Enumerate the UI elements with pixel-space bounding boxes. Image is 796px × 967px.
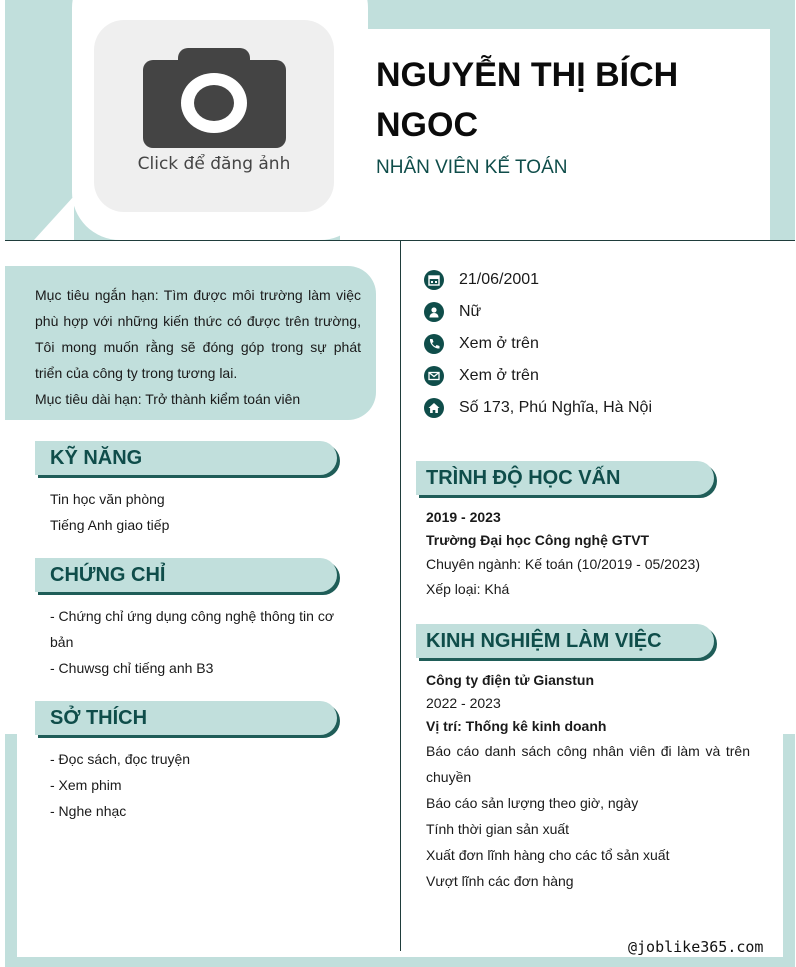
- section-title-skills: KỸ NĂNG: [35, 441, 337, 475]
- list-item: Xuất đơn lĩnh hàng cho các tổ sản xuất: [426, 847, 670, 863]
- photo-upload[interactable]: [94, 20, 334, 212]
- contact-text: Xem ở trên: [459, 335, 539, 352]
- list-item: Vượt lĩnh các đơn hàng: [426, 873, 574, 889]
- contact-phone: [424, 328, 652, 360]
- home-icon: [424, 398, 444, 418]
- objective-short-term: Mục tiêu ngắn hạn: Tìm được môi trường làm việc phù hợp với những kiến thức có được trên trường, Tôi mong muốn rằng sẽ đóng góp trong sự phát triển của công ty trong tương lai.: [35, 287, 361, 381]
- list-item: - Nghe nhạc: [50, 803, 127, 819]
- list-item: - Đọc sách, đọc truyện: [50, 751, 191, 767]
- divider-vertical: [400, 241, 401, 951]
- photo-caption: Click để đăng ảnh: [137, 154, 291, 174]
- list-item: Báo cáo sản lượng theo giờ, ngày: [426, 795, 639, 811]
- skills-list: [50, 486, 169, 538]
- education-period: 2019 - 2023: [426, 509, 501, 525]
- list-item: - Chứng chỉ ứng dụng công nghệ thông tin cơ bản: [50, 608, 334, 650]
- contact-text: Số 173, Phú Nghĩa, Hà Nội: [459, 399, 653, 416]
- experience-position: Vị trí: Thống kê kinh doanh: [426, 718, 607, 734]
- contact-email: [424, 360, 652, 392]
- section-title-hobbies: SỞ THÍCH: [35, 701, 337, 735]
- list-item: - Xem phim: [50, 777, 122, 793]
- section-title-certificates: CHỨNG CHỈ: [35, 558, 337, 592]
- section-title-experience: KINH NGHIỆM LÀM VIỆC: [416, 624, 714, 658]
- certificates-list: [50, 603, 342, 681]
- section-title-education: TRÌNH ĐỘ HỌC VẤN: [416, 461, 714, 495]
- contact-text: Xem ở trên: [459, 367, 539, 384]
- education-grade: Xếp loại: Khá: [426, 581, 510, 597]
- list-item: Báo cáo danh sách công nhân viên đi làm và trên chuyền: [426, 743, 750, 785]
- list-item: Tin học văn phòng: [50, 491, 165, 507]
- camera-lens-inner: [194, 85, 234, 121]
- education-school: Trường Đại học Công nghệ GTVT: [426, 532, 650, 548]
- contact-address: [424, 392, 652, 424]
- job-title: NHÂN VIÊN KẾ TOÁN: [376, 157, 568, 178]
- person-icon: [424, 302, 444, 322]
- contact-text: 21/06/2001: [459, 271, 540, 288]
- experience-period: 2022 - 2023: [426, 695, 501, 711]
- contact-birthday: [424, 264, 652, 296]
- photo-bubble-tail: [34, 196, 74, 240]
- experience-details: [426, 669, 750, 894]
- objective-box: [5, 266, 376, 420]
- education-details: [426, 506, 756, 602]
- candidate-name: NGUYỄN THỊ BÍCH NGOC: [376, 56, 679, 144]
- contact-gender: [424, 296, 652, 328]
- education-major: Chuyên ngành: Kế toán (10/2019 - 05/2023): [426, 556, 700, 572]
- objective-text: [35, 282, 361, 412]
- phone-icon: [424, 334, 444, 354]
- calendar-icon: [424, 270, 444, 290]
- footer-watermark: @joblike365.com: [628, 938, 764, 956]
- mail-icon: [424, 366, 444, 386]
- hobbies-list: [50, 746, 190, 824]
- contact-text: Nữ: [459, 303, 482, 320]
- list-item: - Chuwsg chỉ tiếng anh B3: [50, 660, 214, 676]
- objective-long-term: Mục tiêu dài hạn: Trở thành kiểm toán viên: [35, 391, 301, 407]
- list-item: Tính thời gian sản xuất: [426, 821, 570, 837]
- contact-info: [424, 264, 652, 424]
- experience-company: Công ty điện tử Gianstun: [426, 672, 595, 688]
- list-item: Tiếng Anh giao tiếp: [50, 517, 170, 533]
